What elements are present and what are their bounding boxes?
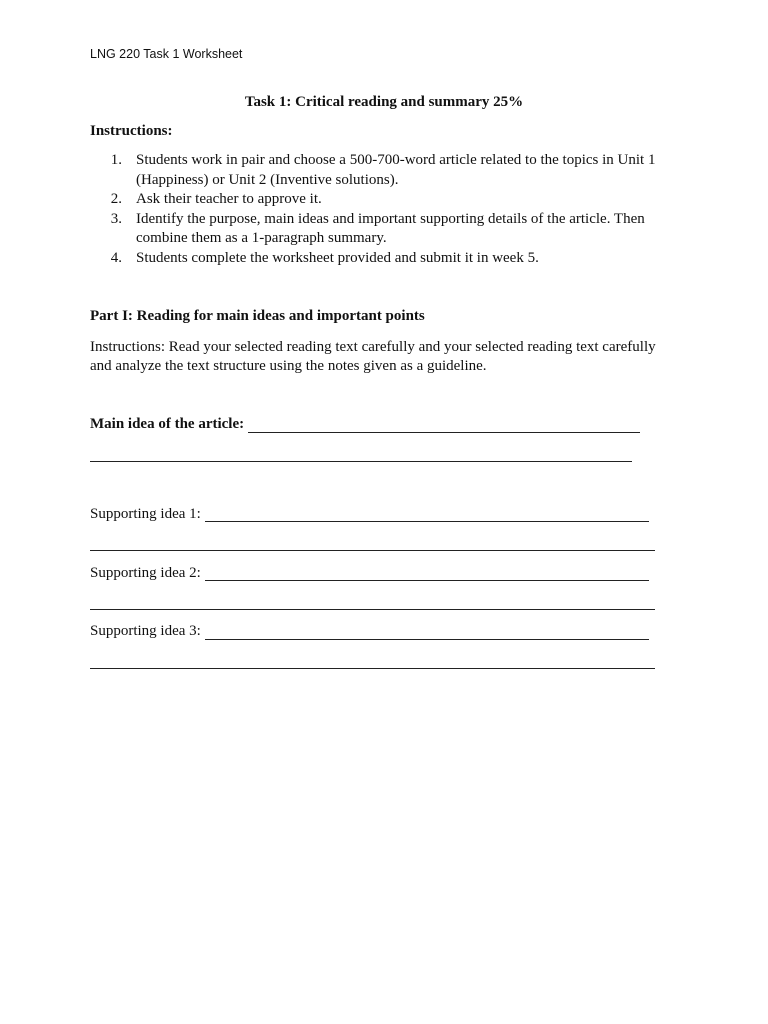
instructions-list	[90, 151, 680, 268]
list-item-number: 3.	[110, 210, 122, 227]
main-idea-blank-line-1[interactable]	[248, 432, 640, 433]
list-item	[90, 151, 680, 190]
supporting-idea-2-label: Supporting idea 2:	[90, 565, 201, 581]
page-title: Task 1: Critical reading and summary 25%	[244, 94, 524, 110]
instructions-heading: Instructions:	[90, 123, 173, 139]
list-item-text: Students work in pair and choose a 500-700-word article related to the topics in Unit 1 (Happiness) or Unit 2 (Inventive solutions).	[136, 152, 656, 188]
supporting-idea-1-blank-line-1[interactable]	[205, 521, 649, 522]
main-idea-blank-line-2[interactable]	[90, 461, 632, 462]
page-header: LNG 220 Task 1 Worksheet	[90, 47, 243, 61]
list-item	[90, 210, 680, 249]
supporting-idea-3-label: Supporting idea 3:	[90, 623, 201, 639]
list-item-number: 1.	[110, 152, 122, 168]
list-item-number: 4.	[110, 249, 122, 266]
main-idea-label: Main idea of the article:	[90, 416, 245, 432]
list-item	[90, 190, 680, 210]
supporting-idea-3-blank-line-1[interactable]	[205, 639, 649, 640]
supporting-idea-1-blank-line-2[interactable]	[90, 550, 655, 551]
list-item-text: Identify the purpose, main ideas and important supporting details of the article. Then combine them as a 1-paragraph summary.	[136, 210, 645, 246]
part-one-heading: Part I: Reading for main ideas and important points	[90, 308, 425, 324]
supporting-idea-3-blank-line-2[interactable]	[90, 668, 655, 669]
list-item-text: Ask their teacher to approve it.	[136, 191, 322, 207]
supporting-idea-2-blank-line-1[interactable]	[205, 580, 649, 581]
supporting-idea-2-blank-line-2[interactable]	[90, 609, 655, 610]
supporting-idea-1-label: Supporting idea 1:	[90, 506, 201, 522]
part-one-instructions: Instructions: Read your selected reading text carefully and your selected reading text carefully and analyze the text structure using the notes given as a guideline.	[90, 339, 656, 374]
list-item-text: Students complete the worksheet provided and submit it in week 5.	[136, 249, 539, 266]
list-item-number: 2.	[110, 191, 122, 207]
list-item	[90, 249, 680, 269]
